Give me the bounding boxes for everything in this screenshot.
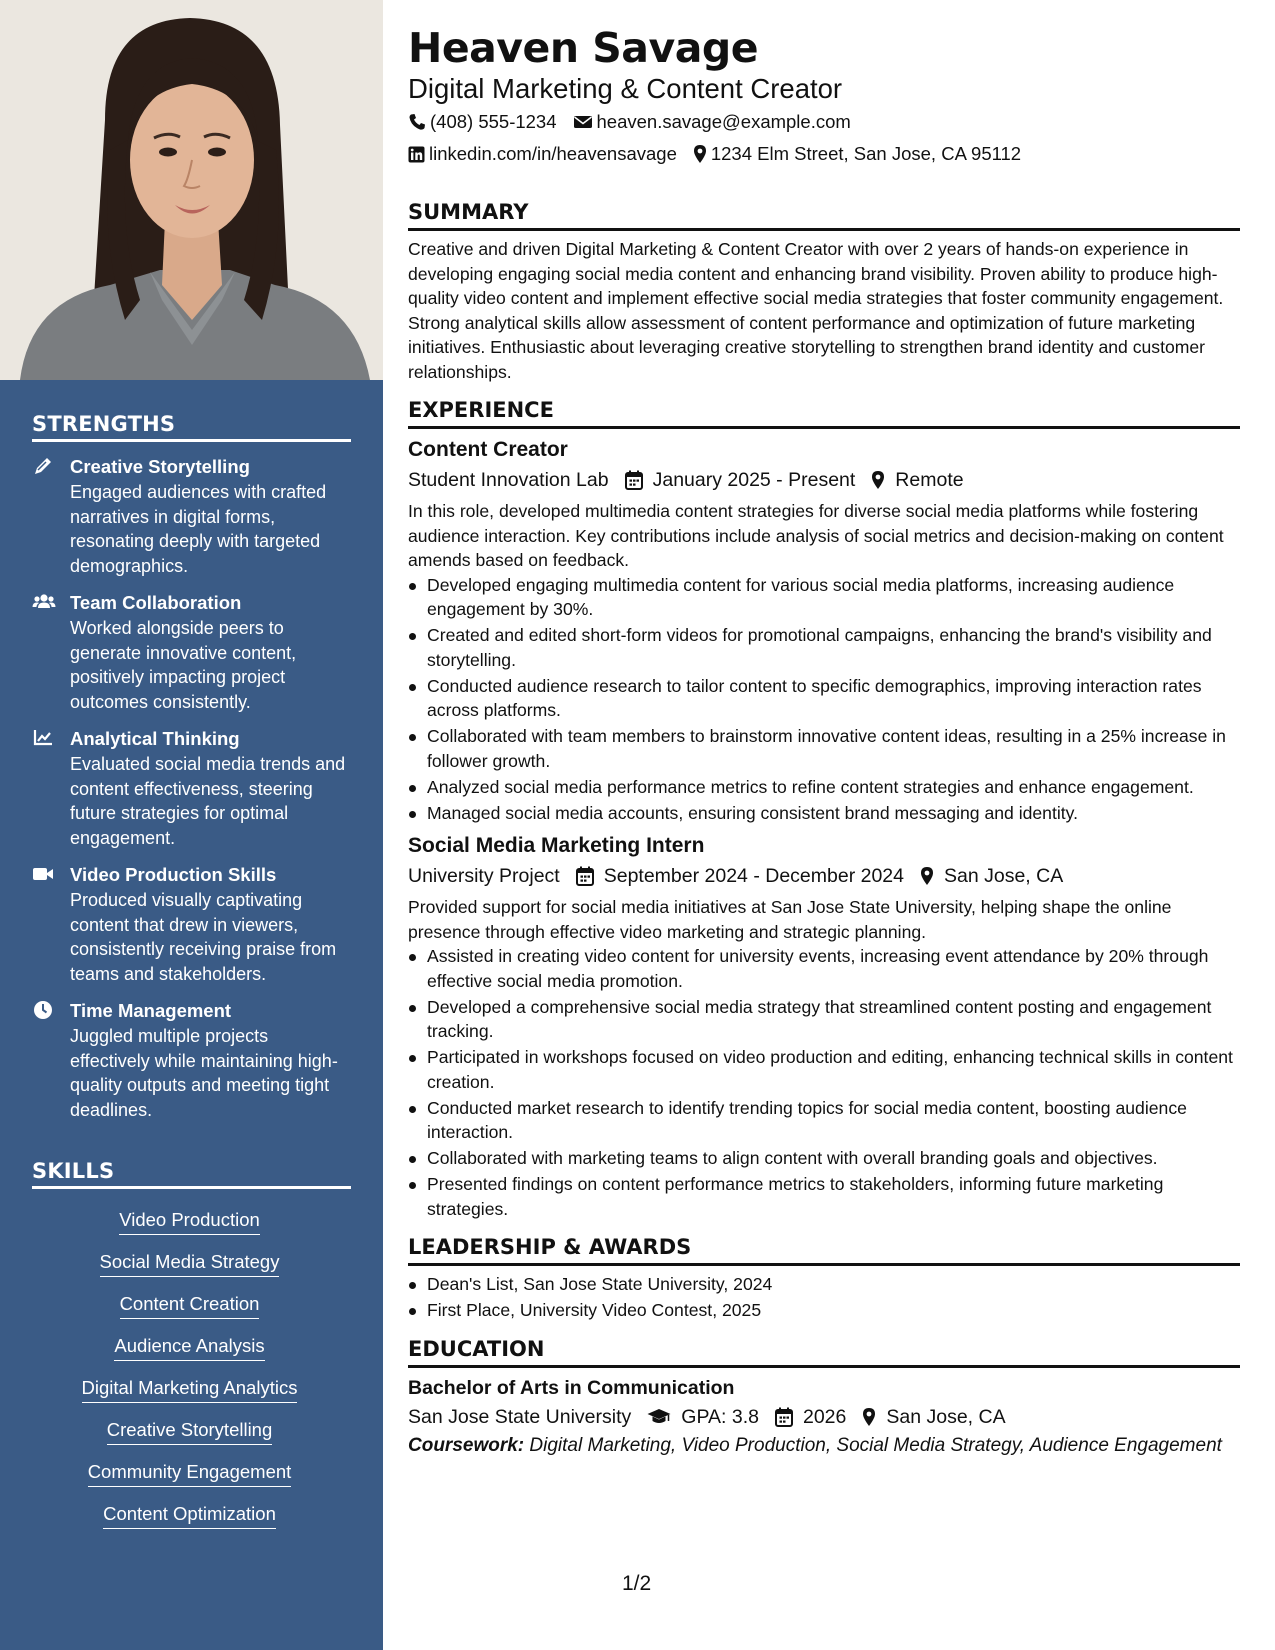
summary-heading: SUMMARY — [408, 198, 1240, 231]
calendar-icon — [576, 866, 594, 886]
summary-text: Creative and driven Digital Marketing & Content Creator with over 2 years of hands-on experience in developing engaging social media content and enhancing brand visibility. Proven ability to produce high-quality video content and implement effective social media strategies that foster community engagement. Strong analytical skills allow assessment of content performance and optimization of future marketing initiatives. Enthusiastic about leveraging creative storytelling to strengthen brand identity and customer relationships. — [408, 239, 1224, 382]
calendar-icon — [775, 1407, 793, 1427]
location-text: San Jose, CA — [943, 865, 1064, 887]
users-icon — [32, 591, 54, 613]
job-entry — [408, 435, 1240, 825]
list-item: Collaborated with marketing teams to align content with overall branding goals and objectives. — [408, 1146, 1240, 1171]
job-bullets — [408, 573, 1240, 826]
summary-section — [408, 198, 1240, 384]
gpa — [647, 1402, 759, 1432]
job-description: In this role, developed multimedia content strategies for diverse social media platforms while fostering audience interaction. Key contributions include analysis of social metrics and decision-making on content amends based on feedback. — [408, 501, 1224, 570]
job-org — [408, 465, 609, 495]
org-text: University Project — [408, 865, 560, 887]
list-item: Analyzed social media performance metrics to refine content strategies and enhance engagement. — [408, 775, 1240, 800]
location-pin-icon — [693, 144, 707, 164]
list-item: Conducted market research to identify trending topics for social media content, boosting audience interaction. — [408, 1096, 1240, 1145]
email-contact — [573, 106, 851, 138]
email-text: heaven.savage@example.com — [596, 111, 851, 132]
skill-tag: Social Media Strategy — [100, 1249, 280, 1277]
clock-icon — [32, 999, 54, 1021]
job-entry — [408, 831, 1240, 1221]
coursework-label: Coursework: — [408, 1434, 525, 1456]
list-item: Presented findings on content performance metrics to stakeholders, informing future marketing strategies. — [408, 1172, 1240, 1221]
skill-tag: Digital Marketing Analytics — [82, 1375, 298, 1403]
strength-item — [32, 726, 351, 850]
contact-row — [408, 138, 1240, 170]
job-description: Provided support for social media initiatives at San Jose State University, helping shape the online presence through effective video marketing and strategic planning. — [408, 897, 1172, 942]
list-item: Assisted in creating video content for university events, increasing event attendance by 20% through effective social media promotion. — [408, 944, 1240, 993]
skill-tag: Audience Analysis — [114, 1333, 264, 1361]
profile-photo — [0, 0, 383, 380]
envelope-icon — [573, 114, 593, 130]
awards-heading: LEADERSHIP & AWARDS — [408, 1233, 1240, 1266]
strength-description: Juggled multiple projects effectively while maintaining high-quality outputs and meeting tight deadlines. — [70, 1026, 338, 1120]
skill-tag: Creative Storytelling — [107, 1417, 273, 1445]
job-meta — [408, 861, 1240, 891]
job-dates — [625, 465, 856, 495]
education-meta — [408, 1402, 1240, 1432]
job-title: Content Creator — [408, 438, 568, 461]
strength-item — [32, 862, 351, 986]
sidebar — [0, 0, 383, 1650]
job-title: Social Media Marketing Intern — [408, 834, 705, 857]
list-item: Conducted audience research to tailor content to specific demographics, improving interaction rates across platforms. — [408, 674, 1240, 723]
school — [408, 1402, 631, 1432]
address-contact — [693, 138, 1021, 170]
graduation-year — [775, 1402, 846, 1432]
strength-item — [32, 454, 351, 578]
strength-title: Time Management — [70, 1000, 232, 1021]
school-text: San Jose State University — [408, 1405, 632, 1428]
skills-section — [32, 1159, 351, 1537]
location-text: Remote — [895, 469, 964, 491]
education-section — [408, 1335, 1240, 1458]
skills-heading: SKILLS — [32, 1159, 351, 1189]
strength-title: Analytical Thinking — [70, 728, 240, 749]
strengths-heading: STRENGTHS — [32, 412, 351, 442]
skill-tag: Community Engagement — [88, 1459, 292, 1487]
job-dates — [576, 861, 904, 891]
linkedin-icon — [408, 146, 425, 163]
candidate-name: Heaven Savage — [408, 24, 759, 72]
education-heading: EDUCATION — [408, 1335, 1240, 1368]
strength-title: Video Production Skills — [70, 864, 277, 885]
strength-description: Engaged audiences with crafted narratives in digital forms, resonating deeply with targeted demographics. — [70, 482, 327, 576]
strength-item — [32, 998, 351, 1122]
strength-title: Creative Storytelling — [70, 456, 250, 477]
experience-heading: EXPERIENCE — [408, 396, 1240, 429]
job-location — [871, 465, 963, 495]
list-item: Dean's List, San Jose State University, 2024 — [408, 1272, 1240, 1297]
org-text: Student Innovation Lab — [408, 469, 609, 491]
experience-section — [408, 396, 1240, 1221]
calendar-icon — [625, 470, 643, 490]
location-pin-icon — [871, 470, 885, 490]
strength-item — [32, 590, 351, 714]
list-item: Collaborated with team members to brainstorm innovative content ideas, resulting in a 25% increase in follower growth. — [408, 724, 1240, 773]
contact-row — [408, 106, 1240, 138]
candidate-title: Digital Marketing & Content Creator — [408, 73, 843, 104]
coursework — [408, 1434, 1240, 1458]
year-text: 2026 — [802, 1405, 847, 1428]
chart-line-icon — [32, 727, 54, 749]
linkedin-contact — [408, 138, 677, 170]
phone-icon — [408, 113, 426, 131]
job-location — [920, 861, 1063, 891]
list-item: First Place, University Video Contest, 2025 — [408, 1298, 1240, 1323]
list-item: Managed social media accounts, ensuring consistent brand messaging and identity. — [408, 801, 1240, 826]
list-item: Created and edited short-form videos for promotional campaigns, enhancing the brand's visibility and storytelling. — [408, 623, 1240, 672]
list-item: Developed a comprehensive social media strategy that streamlined content posting and engagement tracking. — [408, 995, 1240, 1044]
strength-description: Produced visually captivating content that drew in viewers, consistently receiving praise from teams and stakeholders. — [70, 890, 337, 984]
phone-contact — [408, 106, 557, 138]
education-location — [862, 1402, 1005, 1432]
linkedin-text: linkedin.com/in/heavensavage — [429, 143, 677, 164]
location-text: San Jose, CA — [886, 1405, 1006, 1428]
job-meta — [408, 465, 1240, 495]
strength-title: Team Collaboration — [70, 592, 242, 613]
location-pin-icon — [920, 866, 934, 886]
graduation-cap-icon — [647, 1408, 671, 1426]
strength-description: Evaluated social media trends and content effectiveness, steering future strategies for optimal engagement. — [70, 754, 346, 848]
pencil-icon — [32, 455, 54, 477]
skill-tag: Content Creation — [120, 1291, 260, 1319]
dates-text: September 2024 - December 2024 — [603, 865, 904, 887]
address-text: 1234 Elm Street, San Jose, CA 95112 — [710, 143, 1022, 164]
main-content — [408, 22, 1240, 1458]
strengths-section — [32, 412, 351, 1134]
dates-text: January 2025 - Present — [652, 469, 856, 491]
coursework-text: Digital Marketing, Video Production, Social Media Strategy, Audience Engagement — [529, 1434, 1222, 1456]
skill-tag: Video Production — [119, 1207, 260, 1235]
gpa-text: GPA: 3.8 — [681, 1405, 759, 1428]
job-org — [408, 861, 560, 891]
video-icon — [32, 863, 54, 885]
degree-title: Bachelor of Arts in Communication — [408, 1376, 735, 1399]
page-number: 1/2 — [622, 1572, 652, 1595]
awards-section — [408, 1233, 1240, 1323]
awards-list — [408, 1272, 1240, 1323]
list-item: Developed engaging multimedia content for various social media platforms, increasing audience engagement by 30%. — [408, 573, 1240, 622]
job-bullets — [408, 944, 1240, 1221]
strength-description: Worked alongside peers to generate innovative content, positively impacting project outcomes consistently. — [70, 618, 297, 712]
list-item: Participated in workshops focused on video production and editing, enhancing technical skills in content creation. — [408, 1045, 1240, 1094]
phone-text: (408) 555-1234 — [430, 111, 557, 132]
skill-tag: Content Optimization — [103, 1501, 276, 1529]
location-pin-icon — [862, 1407, 876, 1427]
